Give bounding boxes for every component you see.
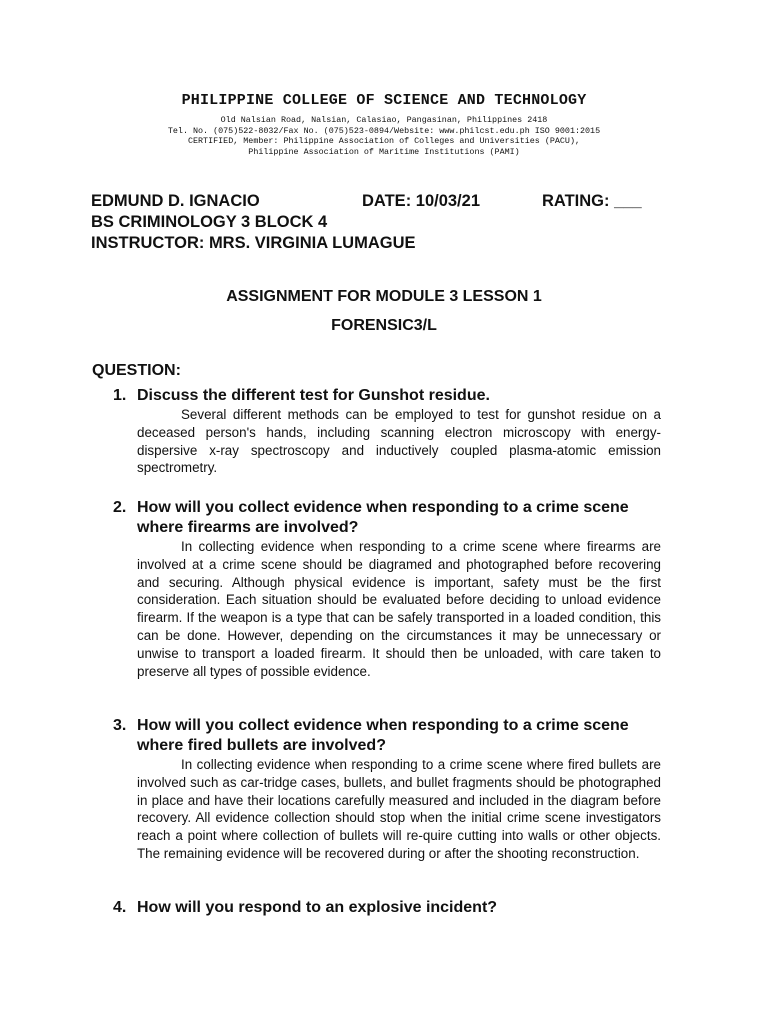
question-item	[113, 898, 661, 918]
question-number: 1.	[113, 387, 127, 404]
answer-text: Several different methods can be employed to test for gunshot residue on a deceased person's hands, including scanning electron microscopy with energy-dispersive x-ray spectroscopy and inductively coupled plasma-atomic emission spectrometry.	[137, 407, 661, 476]
student-name: EDMUND D. IGNACIO	[91, 192, 260, 210]
subject-code: FORENSIC3/L	[331, 317, 437, 334]
membership-line-2: Philippine Association of Maritime Institutions (PAMI)	[248, 146, 520, 157]
question-number: 3.	[113, 717, 127, 734]
submission-date: DATE: 10/03/21	[362, 192, 480, 210]
question-item	[113, 386, 661, 477]
question-item	[113, 716, 661, 863]
school-name: PHILIPPINE COLLEGE OF SCIENCE AND TECHNOLOGY	[181, 92, 587, 109]
question-heading: QUESTION:	[92, 362, 181, 379]
question-number: 4.	[113, 899, 127, 916]
answer-text: In collecting evidence when responding to a crime scene where fired bullets are involved such as car-tridge cases, bullets, and bullet fragments should be photographed in place and have their locations carefully measured and included in the diagram before recovery. All evidence collection should stop when the initial crime scene investigators reach a point where collection of bullets will re-quire cutting into walls or other objects. The remaining evidence will be recovered during or after the shooting reconstruction.	[137, 757, 661, 861]
question-header	[113, 498, 661, 538]
question-text: How will you collect evidence when responding to a crime scene where firearms are involved?	[137, 499, 629, 536]
address-line: Old Nalsian Road, Nalsian, Calasiao, Pangasinan, Philippines 2418	[220, 115, 548, 125]
question-header	[113, 716, 661, 756]
question-text: Discuss the different test for Gunshot residue.	[137, 387, 490, 404]
question-text: How will you respond to an explosive incident?	[137, 899, 498, 916]
contact-line: Tel. No. (075)522-8032/Fax No. (075)523-0894/Website: www.philcst.edu.ph ISO 9001:2015	[167, 125, 601, 136]
question-text: How will you collect evidence when responding to a crime scene where fired bullets are involved?	[137, 717, 629, 754]
rating-field: RATING: ___	[542, 192, 642, 210]
assignment-title: ASSIGNMENT FOR MODULE 3 LESSON 1	[226, 288, 542, 305]
question-header	[113, 898, 661, 918]
membership-line: CERTIFIED, Member: Philippine Association of Colleges and Universities (PACU),	[187, 136, 580, 147]
instructor-name: INSTRUCTOR: MRS. VIRGINIA LUMAGUE	[91, 234, 416, 252]
question-header	[113, 386, 661, 406]
question-item	[113, 498, 661, 680]
school-address-block	[0, 115, 768, 157]
course-section: BS CRIMINOLOGY 3 BLOCK 4	[91, 213, 328, 231]
question-number: 2.	[113, 499, 127, 516]
answer-text: In collecting evidence when responding to a crime scene where firearms are involved at a crime scene should be diagramed and photographed before recovering and securing. Although physical evidence is important, safety must be the first consideration. Each situation should be evaluated before deciding to unload evidence firearm. If the weapon is a type that can be safely transported in a loaded condition, this can be done. However, depending on the circumstances it may be unnecessary or unwise to transport a loaded firearm. It should then be unloaded, with care taken to preserve all types of possible evidence.	[137, 539, 661, 679]
